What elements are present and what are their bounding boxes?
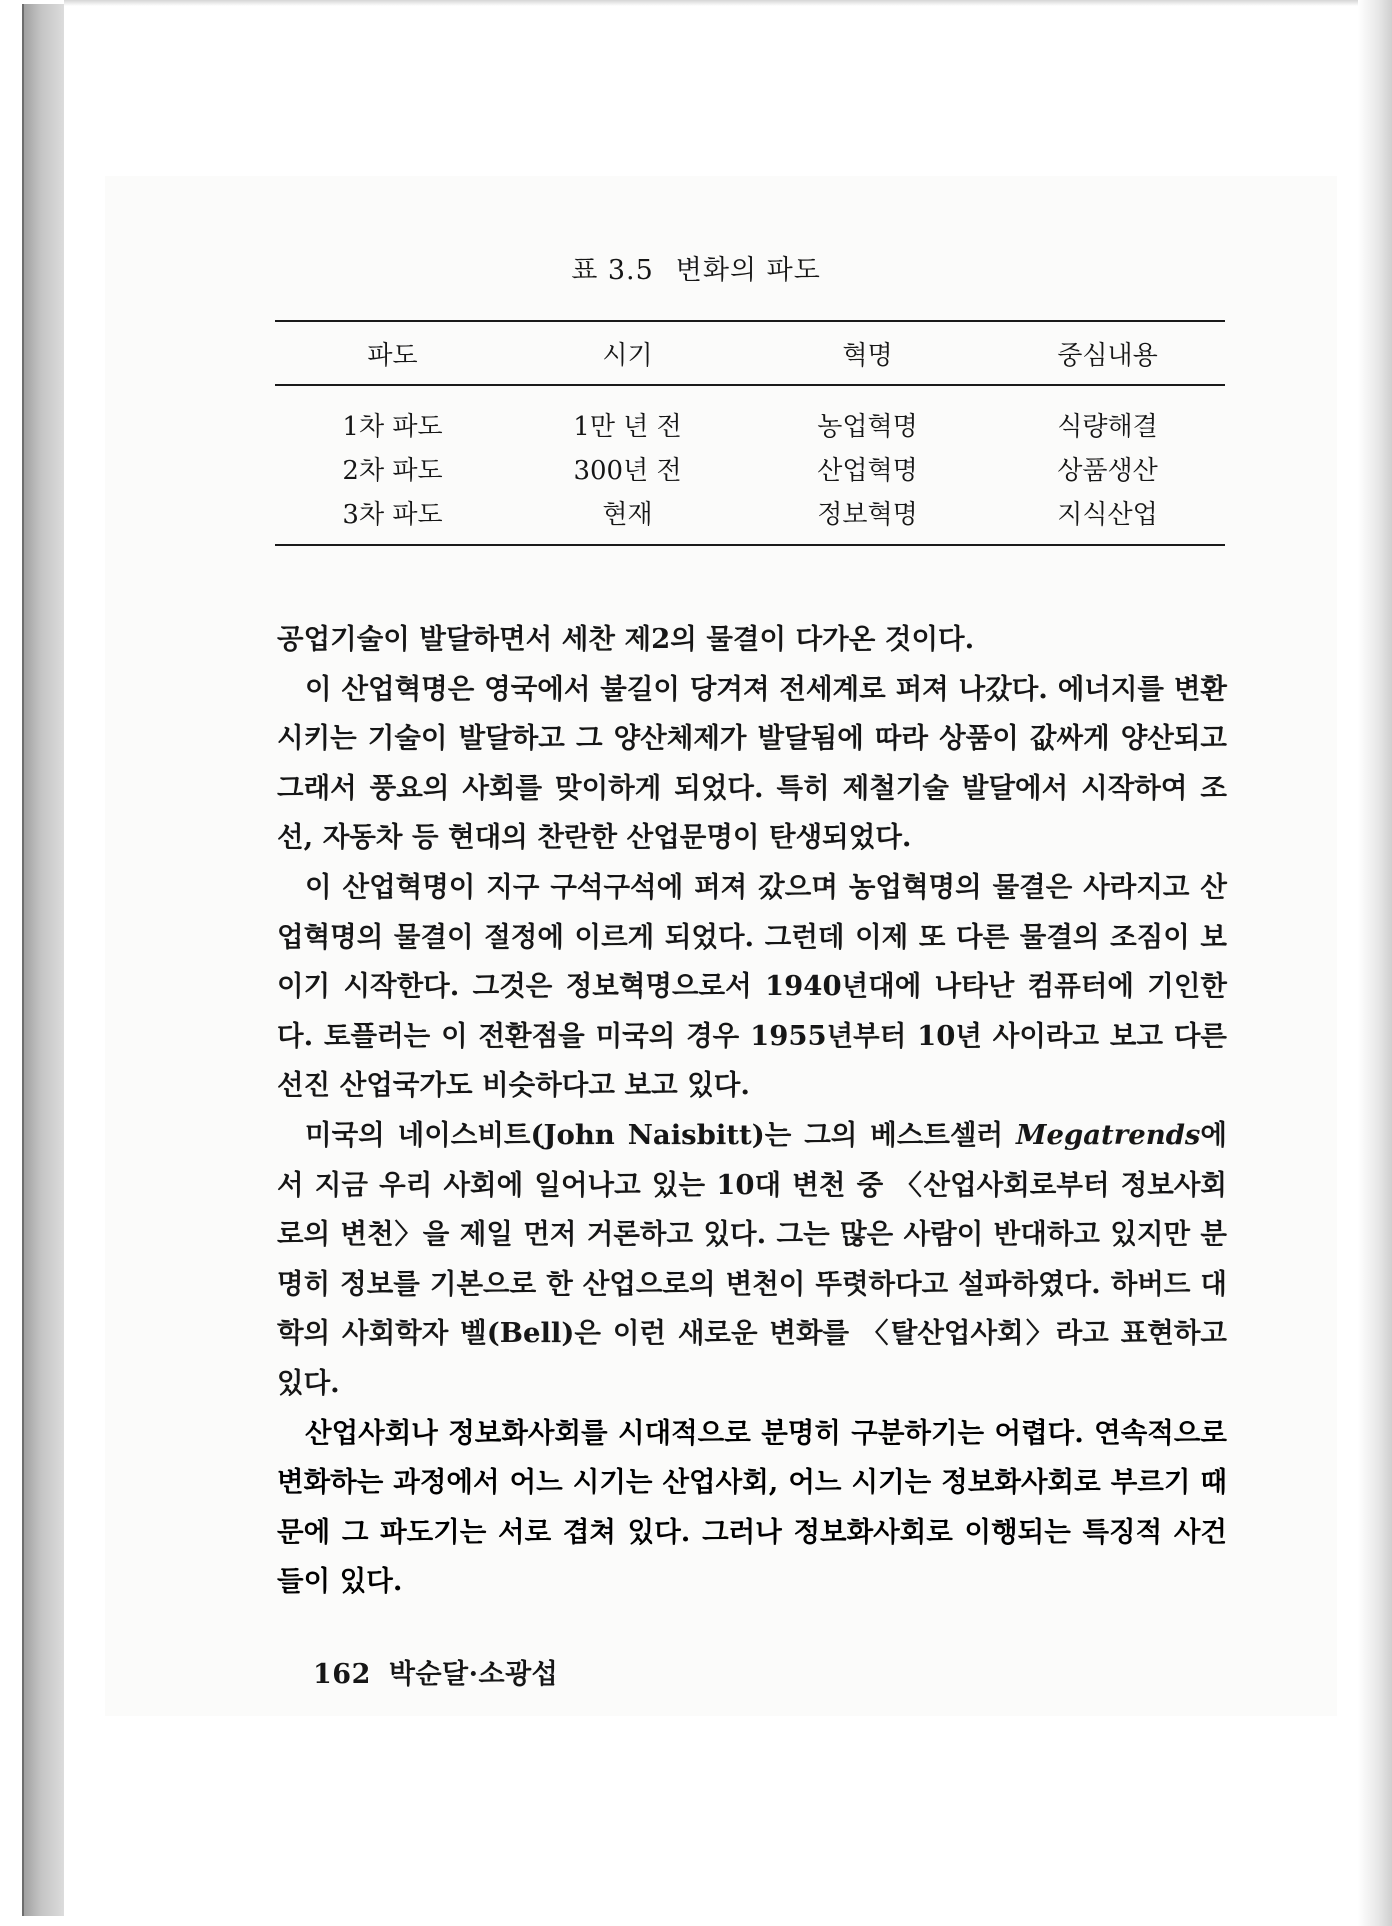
table-row xyxy=(275,446,1225,490)
page-right-shadow xyxy=(1358,0,1392,1926)
header-period: 시기 xyxy=(510,321,745,385)
book-spine xyxy=(22,4,64,1916)
paragraph-4 xyxy=(277,1111,1227,1409)
table-cell: 3차 파도 xyxy=(275,490,510,545)
paragraph-1: 공업기술이 발달하면서 세찬 제2의 물결이 다가온 것이다. xyxy=(277,623,975,655)
waves-of-change-table xyxy=(275,320,1225,546)
spine-edge-line xyxy=(22,4,24,1916)
table-cell: 1차 파도 xyxy=(342,411,443,442)
book-title-megatrends: Megatrends xyxy=(1016,1118,1201,1151)
paragraph-5: 산업사회나 정보화사회를 시대적으로 분명히 구분하기는 어렵다. 연속적으로 변화하는 과정에서 어느 시기는 산업사회, 어느 시기는 정보화사회로 부르기 때문에 그 파도기는 서로 겹쳐 있다. 그러나 정보화사회로 이행되는 특징적 사건들이 있다. xyxy=(277,1416,1227,1598)
table-cell: 300년 전 xyxy=(573,455,682,486)
table-row xyxy=(275,490,1225,545)
header-wave: 파도 xyxy=(275,321,510,385)
table-cell: 정보혁명 xyxy=(745,490,990,545)
paragraph-4-body: 에서 지금 우리 사회에 일어나고 있는 10대 변천 중 〈산업사회로부터 정보사회로의 변천〉을 제일 먼저 거론하고 있다. 그는 많은 사람이 반대하고 있지만 분명히 정보를 기본으로 한 산업으로의 변천이 뚜렷하다고 설파하였다. 하버드 대학의 사회학자 벨(Bell)은 이런 새로운 변화를 〈탈산업사회〉라고 표현하고 있다. xyxy=(277,1118,1227,1399)
body-text xyxy=(277,615,1227,1607)
table-cell: 식량해결 xyxy=(1057,411,1158,442)
footer-authors: 박순달·소광섭 xyxy=(388,1659,559,1690)
table-cell: 2차 파도 xyxy=(342,455,443,486)
table-cell: 1만 년 전 xyxy=(573,411,682,442)
table-cell: 산업혁명 xyxy=(817,455,918,486)
paragraph-2: 이 산업혁명은 영국에서 불길이 당겨져 전세계로 퍼져 나갔다. 에너지를 변환시키는 기술이 발달하고 그 양산체제가 발달됨에 따라 상품이 값싸게 양산되고 그래서 풍요의 사회를 맞이하게 되었다. 특히 제철기술 발달에서 시작하여 조선, 자동차 등 현대의 찬란한 산업문명이 탄생되었다. xyxy=(277,672,1227,854)
table-cell: 현재 xyxy=(510,490,745,545)
header-core-content: 중심내용 xyxy=(990,321,1225,385)
table-row xyxy=(275,385,1225,446)
table-cell: 농업혁명 xyxy=(817,411,918,442)
table-caption-number: 표 3.5 xyxy=(571,255,654,286)
table-caption-title: 변화의 파도 xyxy=(675,255,821,286)
table-cell: 상품생산 xyxy=(1057,455,1158,486)
table-header-row xyxy=(275,321,1225,385)
header-revolution: 혁명 xyxy=(745,321,990,385)
page-number: 162 xyxy=(313,1659,371,1690)
table-cell: 지식산업 xyxy=(990,490,1225,545)
paragraph-4-lead: 미국의 네이스비트(John Naisbitt)는 그의 베스트셀러 xyxy=(305,1118,1017,1151)
page-footer xyxy=(313,1652,558,1691)
table-caption xyxy=(0,248,1392,287)
paragraph-3: 이 산업혁명이 지구 구석구석에 퍼져 갔으며 농업혁명의 물결은 사라지고 산업혁명의 물결이 절정에 이르게 되었다. 그런데 이제 또 다른 물결의 조짐이 보이기 시작한다. 그것은 정보혁명으로서 1940년대에 나타난 컴퓨터에 기인한다. 토플러는 이 전환점을 미국의 경우 1955년부터 10년 사이라고 보고 다른 선진 산업국가도 비슷하다고 보고 있다. xyxy=(277,870,1227,1102)
